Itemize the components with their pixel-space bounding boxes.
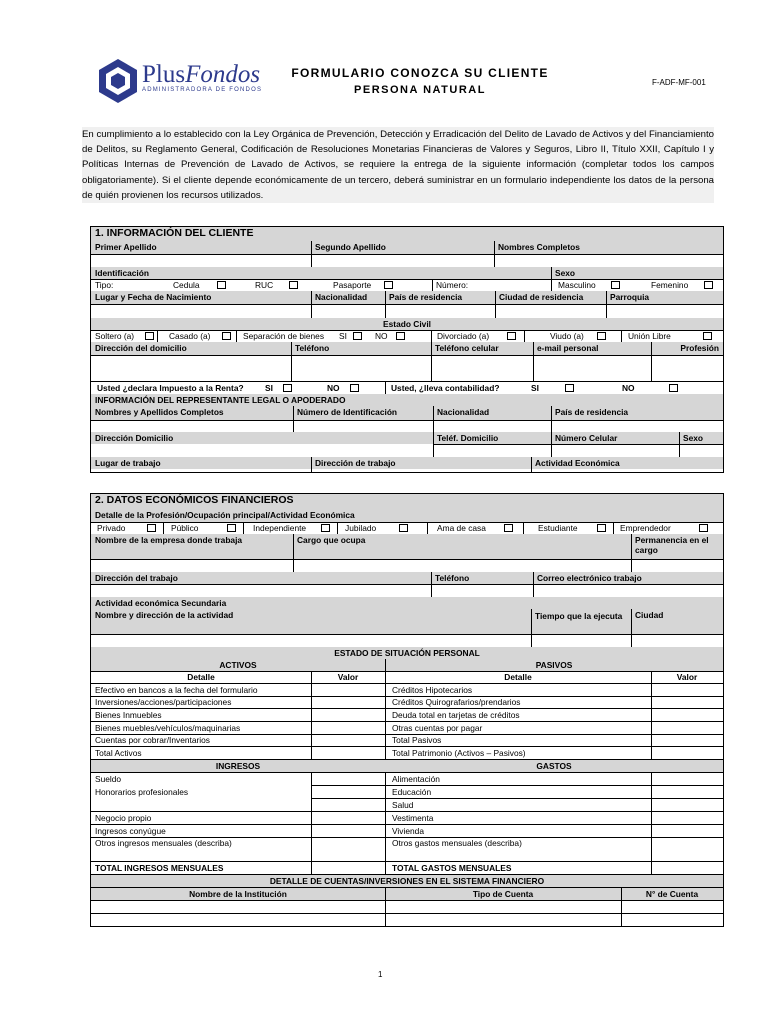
checkbox-independiente[interactable] [321, 524, 330, 532]
label-femenino: Femenino [651, 280, 689, 290]
label-ciudad: Ciudad [631, 609, 723, 634]
form-title: FORMULARIO CONOZCA SU CLIENTE [291, 66, 549, 80]
section1-title: 1. INFORMACIÓN DEL CLIENTE [91, 227, 723, 241]
label-independiente: Independiente [253, 523, 307, 533]
label-rep-direccion: Dirección Domicilio [91, 432, 433, 444]
label-pasivos: PASIVOS [385, 659, 723, 671]
gasto-item: Alimentación [392, 774, 440, 784]
label-rep-num-id: Número de Identificación [293, 406, 433, 420]
section-economic-data [90, 493, 724, 927]
label-telefono: Teléfono [291, 342, 431, 355]
label-total-gastos: TOTAL GASTOS MENSUALES [392, 863, 512, 873]
label-numero: Número: [436, 280, 469, 290]
ingreso-item: Sueldo [95, 774, 122, 784]
label-separacion: Separación de bienes [243, 331, 325, 341]
label-impuesto-si: SI [265, 383, 273, 393]
label-tiempo-ejecuta: Tiempo que la ejecuta [531, 609, 631, 634]
label-cedula: Cedula [173, 280, 200, 290]
label-impuesto-renta: Usted ¿declara Impuesto a la Renta? [97, 383, 244, 393]
label-viudo: Viudo (a) [550, 331, 584, 341]
form-code: F-ADF-MF-001 [652, 78, 706, 87]
label-activos-valor: Valor [337, 672, 359, 682]
checkbox-masculino[interactable] [611, 281, 620, 289]
label-telefono-trabajo: Teléfono [431, 572, 533, 584]
label-privado: Privado [97, 523, 126, 533]
field-primer-apellido[interactable] [91, 254, 311, 267]
label-contabilidad-no: NO [622, 383, 635, 393]
label-empresa: Nombre de la empresa donde trabaja [91, 534, 293, 559]
checkbox-impuesto-si[interactable] [283, 384, 292, 392]
field-lugar-fecha[interactable] [91, 304, 311, 318]
label-union-libre: Unión Libre [628, 331, 671, 341]
activo-item: Efectivo en bancos a la fecha del formulario [95, 685, 258, 695]
checkbox-soltero[interactable] [145, 332, 154, 340]
ingreso-item: Otros ingresos mensuales (describa) [95, 838, 232, 848]
checkbox-ama-casa[interactable] [504, 524, 513, 532]
label-parroquia: Parroquia [606, 291, 723, 304]
logo-wordmark: PlusFondos [142, 61, 261, 88]
field-segundo-apellido[interactable] [311, 254, 494, 267]
label-casado: Casado (a) [169, 331, 211, 341]
label-separacion-si: SI [339, 331, 347, 341]
activo-item: Total Activos [95, 748, 142, 758]
label-nombre-dir-actividad: Nombre y dirección de la actividad [91, 609, 531, 634]
label-direccion-trabajo: Dirección de trabajo [311, 457, 531, 469]
label-correo-trabajo: Correo electrónico trabajo [533, 572, 723, 584]
label-pasivos-detalle: Detalle [504, 672, 532, 682]
activo-item: Inversiones/acciones/participaciones [95, 697, 232, 707]
label-rep-nacionalidad: Nacionalidad [433, 406, 551, 420]
label-gastos: GASTOS [385, 760, 723, 772]
label-cargo: Cargo que ocupa [293, 534, 631, 559]
section2-title: 2. DATOS ECONÓMICOS FINANCIEROS [91, 494, 723, 509]
gasto-item: Otros gastos mensuales (describa) [392, 838, 522, 848]
label-lugar-fecha: Lugar y Fecha de Nacimiento [91, 291, 311, 304]
checkbox-separacion-si[interactable] [353, 332, 362, 340]
checkbox-femenino[interactable] [704, 281, 713, 289]
pasivo-item: Deuda total en tarjetas de créditos [392, 710, 520, 720]
checkbox-contabilidad-si[interactable] [565, 384, 574, 392]
label-profesion: Profesión [651, 342, 723, 355]
label-lugar-trabajo: Lugar de trabajo [91, 457, 311, 469]
gasto-item: Educación [392, 787, 432, 797]
label-direccion-domicilio: Dirección del domicilio [91, 342, 291, 355]
checkbox-emprendedor[interactable] [699, 524, 708, 532]
label-rep-sexo: Sexo [679, 432, 723, 444]
ingreso-item: Ingresos conyúgue [95, 826, 166, 836]
page-number: 1 [378, 970, 383, 979]
label-activos: ACTIVOS [91, 659, 385, 671]
label-segundo-apellido: Segundo Apellido [311, 241, 494, 254]
checkbox-ruc[interactable] [289, 281, 298, 289]
label-estudiante: Estudiante [538, 523, 578, 533]
label-rep-telefono: Teléf. Domicilio [433, 432, 551, 444]
label-ingresos: INGRESOS [91, 760, 385, 772]
label-direccion-del-trabajo: Dirección del trabajo [91, 572, 431, 584]
label-soltero: Soltero (a) [95, 331, 135, 341]
ingreso-item: Honorarios profesionales [95, 787, 189, 797]
logo-subtitle: ADMINISTRADORA DE FONDOS [142, 87, 263, 93]
label-tipo-cuenta: Tipo de Cuenta [385, 888, 621, 900]
company-logo [96, 57, 286, 107]
label-ama-casa: Ama de casa [437, 523, 486, 533]
ingreso-item: Negocio propio [95, 813, 152, 823]
label-primer-apellido: Primer Apellido [91, 241, 311, 254]
label-estado-civil: Estado Civil [91, 318, 723, 330]
checkbox-cedula[interactable] [217, 281, 226, 289]
label-email: e-mail personal [533, 342, 651, 355]
checkbox-impuesto-no[interactable] [350, 384, 359, 392]
activo-item: Bienes muebles/vehículos/maquinarias [95, 723, 241, 733]
label-actividad-economica: Actividad Económica [531, 457, 723, 469]
label-nombres: Nombres Completos [494, 241, 723, 254]
label-masculino: Masculino [558, 280, 596, 290]
label-rep-nombres: Nombres y Apellidos Completos [91, 406, 293, 420]
label-institucion: Nombre de la Institución [91, 888, 385, 900]
checkbox-casado[interactable] [222, 332, 231, 340]
gasto-item: Vestimenta [392, 813, 434, 823]
label-impuesto-no: NO [327, 383, 340, 393]
label-contabilidad: Usted, ¿lleva contabilidad? [391, 383, 500, 393]
label-ruc: RUC [255, 280, 274, 290]
label-pais-residencia: País de residencia [385, 291, 495, 304]
label-detalle-profesion: Detalle de la Profesión/Ocupación principal/Actividad Económica [91, 509, 723, 522]
label-publico: Público [171, 523, 199, 533]
label-permanencia: Permanencia en el cargo [631, 534, 723, 559]
gasto-item: Vivienda [392, 826, 424, 836]
section-client-info [90, 226, 724, 473]
label-sexo: Sexo [551, 267, 723, 279]
label-numero-cuenta: N° de Cuenta [621, 888, 723, 900]
label-representante-title: INFORMACIÓN DEL REPRESENTANTE LEGAL O APODERADO [91, 394, 723, 406]
label-separacion-no: NO [375, 331, 388, 341]
checkbox-contabilidad-no[interactable] [669, 384, 678, 392]
pasivo-item: Total Pasivos [392, 735, 442, 745]
label-identificacion: Identificación [91, 267, 551, 279]
label-pasivos-valor: Valor [676, 672, 698, 682]
intro-paragraph: En cumplimiento a lo establecido con la Ley Orgánica de Prevención, Detección y Erradicación del Delito de Lavado de Activos y del Financiamiento de Delitos, su Reglamento General, Codificación de Resoluciones Monetarias Financieras de Valores y Seguros, Libro II, Título XXII, Capítulo I y Políticas Internas de Prevención de Lavado de Activos, se requiere la entrega de la siguiente información (completar todos los campos obligatoriamente). Si el cliente depende económicamente de un tercero, deberá suministrar en un formulario independiente los datos de la persona de quién provienen los recursos utilizados. [82, 127, 714, 203]
activo-item: Cuentas por cobrar/Inventarios [95, 735, 210, 745]
label-actividad-secundaria: Actividad económica Secundaria [91, 597, 723, 609]
label-divorciado: Divorciado (a) [437, 331, 490, 341]
checkbox-publico[interactable] [227, 524, 236, 532]
label-emprendedor: Emprendedor [620, 523, 671, 533]
label-detalle-cuentas: DETALLE DE CUENTAS/INVERSIONES EN EL SISTEMA FINANCIERO [91, 875, 723, 887]
label-rep-pais: País de residencia [551, 406, 723, 420]
label-activos-detalle: Detalle [187, 672, 215, 682]
field-nombres[interactable] [494, 254, 723, 267]
activo-item: Bienes Inmuebles [95, 710, 162, 720]
pasivo-item: Créditos Quirografarios/prendarios [392, 697, 521, 707]
label-nacionalidad: Nacionalidad [311, 291, 385, 304]
hexagon-logo-icon [96, 57, 140, 105]
checkbox-union-libre[interactable] [703, 332, 712, 340]
checkbox-viudo[interactable] [597, 332, 606, 340]
checkbox-estudiante[interactable] [597, 524, 606, 532]
checkbox-jubilado[interactable] [399, 524, 408, 532]
label-total-ingresos: TOTAL INGRESOS MENSUALES [95, 863, 224, 873]
label-ciudad-residencia: Ciudad de residencia [495, 291, 606, 304]
label-pasaporte: Pasaporte [333, 280, 372, 290]
form-subtitle: PERSONA NATURAL [354, 84, 486, 96]
label-telefono-celular: Teléfono celular [431, 342, 533, 355]
label-rep-celular: Número Celular [551, 432, 679, 444]
checkbox-pasaporte[interactable] [384, 281, 393, 289]
gasto-item: Salud [392, 800, 414, 810]
field-direccion-domicilio[interactable] [91, 355, 291, 381]
pasivo-item: Créditos Hipotecarios [392, 685, 473, 695]
label-tipo: Tipo: [95, 280, 114, 290]
label-contabilidad-si: SI [531, 383, 539, 393]
label-jubilado: Jubilado [345, 523, 377, 533]
checkbox-privado[interactable] [147, 524, 156, 532]
pasivo-item: Total Patrimonio (Activos – Pasivos) [392, 748, 526, 758]
label-estado-situacion: ESTADO DE SITUACIÓN PERSONAL [91, 647, 723, 659]
checkbox-divorciado[interactable] [507, 332, 516, 340]
pasivo-item: Otras cuentas por pagar [392, 723, 483, 733]
checkbox-separacion-no[interactable] [396, 332, 405, 340]
